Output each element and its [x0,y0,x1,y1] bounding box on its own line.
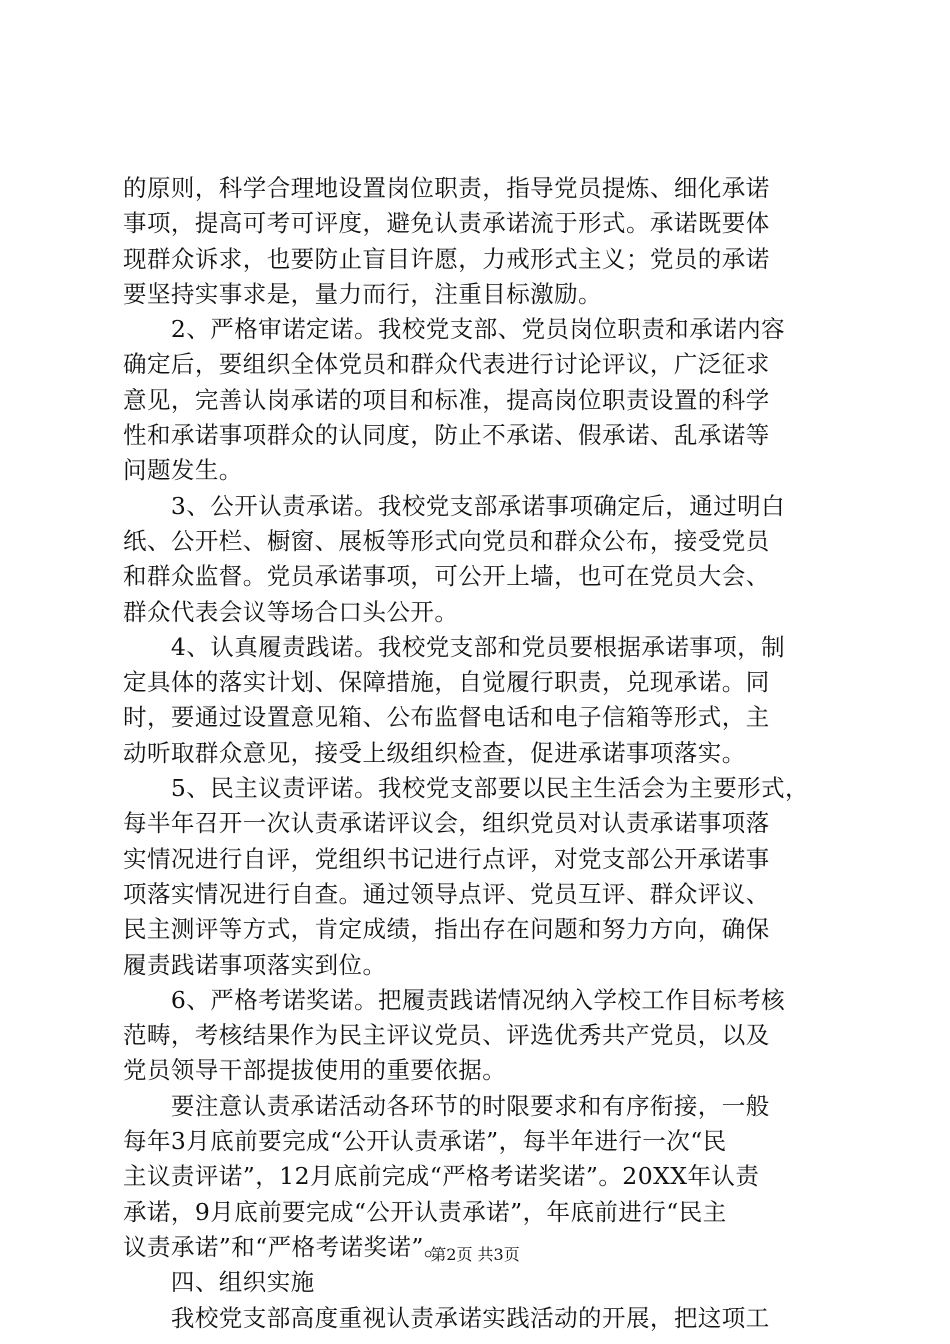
text-line: 6、严格考诺奖诺。把履责践诺情况纳入学校工作目标考核 [123,985,786,1014]
text-line: 和群众监督。党员承诺事项，可公开上墙，也可在党员大会、 [123,562,770,591]
text-line: 民主测评等方式，肯定成绩，指出存在问题和努力方向，确保 [123,915,770,944]
text-line: 3、公开认责承诺。我校党支部承诺事项确定后，通过明白 [123,491,786,520]
body-text [123,171,835,1336]
text-line: 议责承诺”和“严格考诺奖诺”。 [123,1232,448,1261]
text-line: 群众代表会议等场合口头公开。 [123,597,459,626]
text-line: 要注意认责承诺活动各环节的时限要求和有序衔接，一般 [123,1091,770,1120]
text-line: 问题发生。 [123,456,243,485]
page-footer: 第2页 共3页 [430,1245,520,1264]
text-line: 每半年召开一次认责承诺评议会，组织党员对认责承诺事项落 [123,809,770,838]
text-line: 我校党支部高度重视认责承诺实践活动的开展，把这项工 [123,1303,770,1332]
text-line: 定具体的落实计划、保障措施，自觉履行职责，兑现承诺。同 [123,668,770,697]
text-line: 的原则，科学合理地设置岗位职责，指导党员提炼、细化承诺 [123,174,770,202]
text-line: 时，要通过设置意见箱、公布监督电话和电子信箱等形式，主 [123,703,770,732]
text-line: 主议责评诺”，12月底前完成“严格考诺奖诺”。20XX年认责 [123,1162,760,1191]
text-line: 意见，完善认岗承诺的项目和标准，提高岗位职责设置的科学 [123,385,770,414]
text-line: 2、严格审诺定诺。我校党支部、党员岗位职责和承诺内容 [123,315,786,344]
text-line: 性和承诺事项群众的认同度，防止不承诺、假承诺、乱承诺等 [123,421,770,450]
text-line: 每年3月底前要完成“公开认责承诺”，每半年进行一次“民 [123,1127,727,1156]
text-line: 要坚持实事求是，量力而行，注重目标激励。 [123,279,602,308]
text-line: 事项，提高可考可评度，避免认责承诺流于形式。承诺既要体 [123,209,770,238]
text-line: 履责践诺事项落实到位。 [123,950,387,979]
text-line: 党员领导干部提拔使用的重要依据。 [123,1056,507,1085]
text-line: 现群众诉求，也要防止盲目许愿，力戒形式主义；党员的承诺 [123,244,770,273]
text-line: 承诺，9月底前要完成“公开认责承诺”，年底前进行“民主 [123,1197,727,1226]
text-line: 项落实情况进行自查。通过领导点评、党员互评、群众评议、 [123,879,770,908]
text-line: 4、认真履责践诺。我校党支部和党员要根据承诺事项，制 [123,632,786,661]
text-line: 5、民主议责评诺。我校党支部要以民主生活会为主要形式， [123,774,810,803]
text-line: 实情况进行自评，党组织书记进行点评，对党支部公开承诺事 [123,844,770,873]
text-line: 四、组织实施 [123,1268,315,1297]
text-line: 范畴，考核结果作为民主评议党员、评选优秀共产党员，以及 [123,1021,770,1050]
text-line: 纸、公开栏、橱窗、展板等形式向党员和群众公布，接受党员 [123,526,770,555]
text-line: 确定后，要组织全体党员和群众代表进行讨论评议，广泛征求 [123,350,770,379]
text-line: 动听取群众意见，接受上级组织检查，促进承诺事项落实。 [123,738,746,767]
